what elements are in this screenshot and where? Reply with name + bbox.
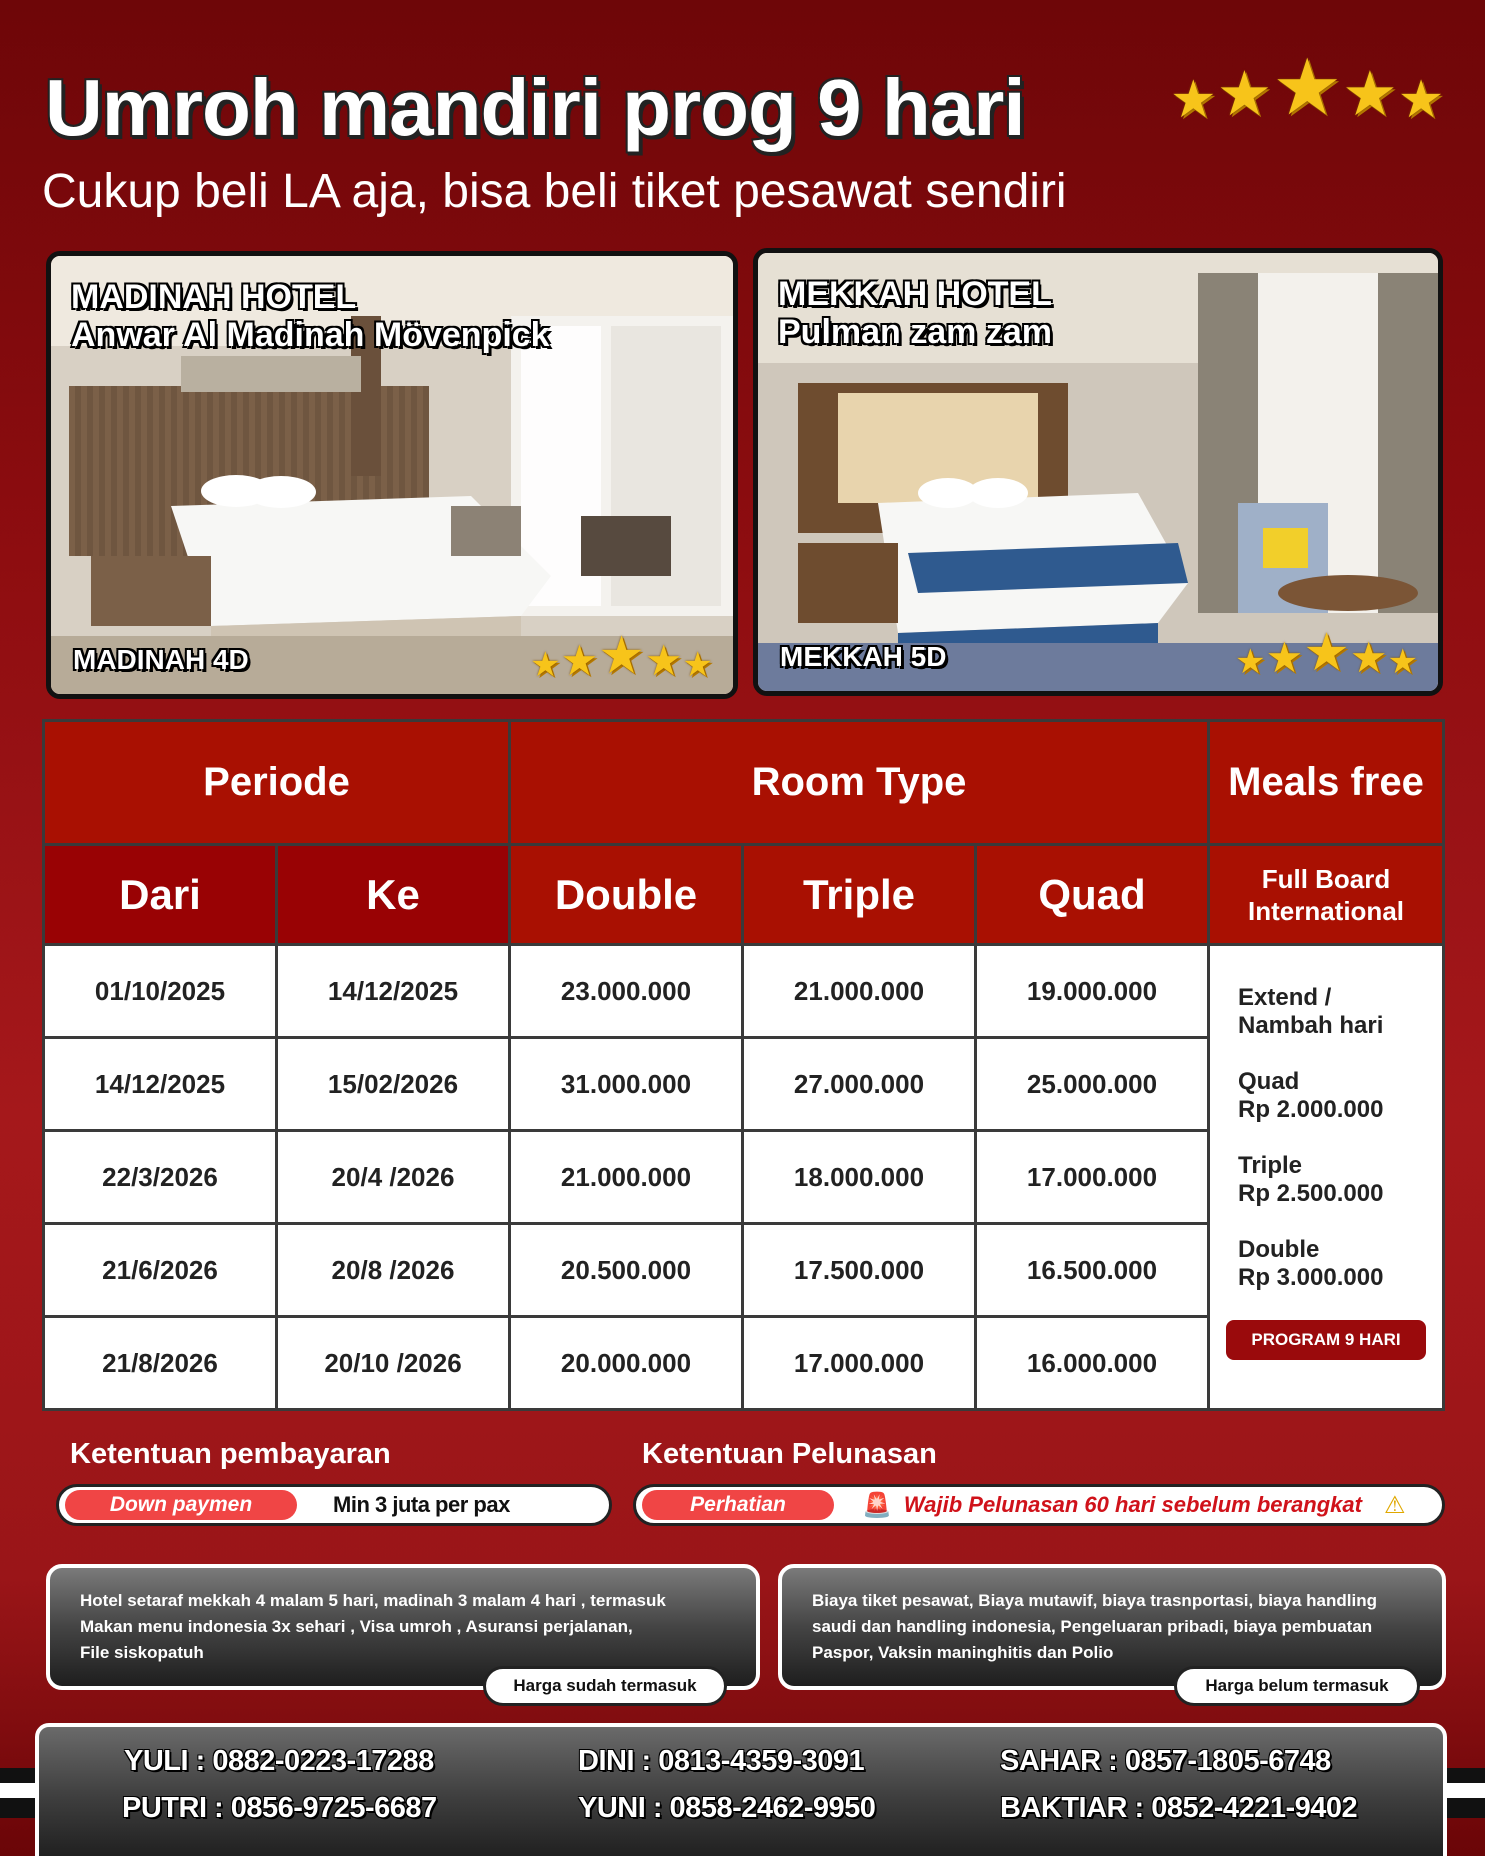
cell-triple: 17.000.000 [743,1317,976,1410]
page-subtitle: Cukup beli LA aja, bisa beli tiket pesawat sendiri [42,165,1067,218]
mekkah-hotel-card [753,248,1443,696]
header-meals: Meals free [1209,721,1444,845]
payment-pill [56,1484,612,1526]
cell-quad: 19.000.000 [976,945,1209,1038]
star-icon: ★ [530,646,561,684]
cell-double: 31.000.000 [510,1038,743,1131]
side-band-right [1445,1768,1485,1818]
side-band-left [0,1768,40,1818]
cell-dari: 21/8/2026 [44,1317,277,1410]
extend-triple-label: Triple [1238,1152,1303,1179]
star-icon: ★ [1265,634,1304,681]
settlement-text: Wajib Pelunasan 60 hari sebelum berangkat [903,1492,1362,1517]
star-icon: ★ [1216,60,1273,129]
extend-triple-price: Rp 2.500.000 [1238,1180,1384,1207]
excluded-line2: saudi dan handling indonesia, Pengeluaran pribadi, biaya pembuatan [812,1617,1373,1636]
warning-icon: ⚠ [1383,1491,1406,1519]
star-icon: ★ [1397,71,1445,129]
excluded-line3: Paspor, Vaksin maninghitis dan Polio [812,1643,1114,1662]
madinah-hotel-card [46,251,738,699]
extend-panel [1209,945,1444,1410]
included-tag: Harga sudah termasuk [483,1666,727,1706]
cell-triple: 27.000.000 [743,1038,976,1131]
cell-quad: 16.000.000 [976,1317,1209,1410]
header-double: Double [510,845,743,945]
madinah-rating-stars [530,627,713,685]
cell-ke: 20/10 /2026 [277,1317,510,1410]
star-icon: ★ [1303,624,1350,682]
cell-ke: 15/02/2026 [277,1038,510,1131]
star-icon: ★ [1272,43,1343,131]
payment-text: Min 3 juta per pax [333,1492,510,1517]
cell-ke: 20/4 /2026 [277,1131,510,1224]
contact-box [35,1723,1447,1856]
program-button[interactable]: PROGRAM 9 HARI [1226,1320,1426,1360]
cell-quad: 17.000.000 [976,1131,1209,1224]
header-triple: Triple [743,845,976,945]
cell-quad: 16.500.000 [976,1224,1209,1317]
contact-yuni[interactable]: YUNI : 0858-2462-9950 [578,1792,876,1824]
extend-quad-label: Quad [1238,1068,1300,1095]
cell-double: 20.500.000 [510,1224,743,1317]
price-table [42,719,1445,1411]
settlement-pill [633,1484,1445,1526]
madinah-hotel-name: Anwar Al Madinah Mövenpick [71,316,550,354]
cell-double: 21.000.000 [510,1131,743,1224]
mekkah-rating-stars [1235,624,1418,682]
cell-dari: 21/6/2026 [44,1224,277,1317]
mekkah-hotel-name: Pulman zam zam [778,313,1052,351]
rating-stars [1170,43,1445,131]
cell-triple: 21.000.000 [743,945,976,1038]
cell-triple: 18.000.000 [743,1131,976,1224]
siren-icon: 🚨 [862,1491,892,1519]
header-periode: Periode [44,721,510,845]
mekkah-days: MEKKAH 5D [780,641,947,672]
header-quad: Quad [976,845,1209,945]
page-title: Umroh mandiri prog 9 hari [45,63,1025,152]
settlement-tag: Perhatian [642,1490,834,1520]
extend-title-line2: Nambah hari [1238,1012,1384,1039]
cell-triple: 17.500.000 [743,1224,976,1317]
excluded-tag: Harga belum termasuk [1174,1666,1420,1706]
extend-title-line1: Extend / [1238,984,1332,1011]
star-icon: ★ [598,627,645,685]
header-room-type: Room Type [510,721,1209,845]
included-line3: File siskopatuh [80,1643,204,1662]
cell-ke: 14/12/2025 [277,945,510,1038]
header-meals-sub: Full Board International [1209,845,1444,945]
excluded-line1: Biaya tiket pesawat, Biaya mutawif, biaya trasnportasi, biaya handling [812,1591,1377,1610]
included-line2: Makan menu indonesia 3x sehari , Visa umroh , Asuransi perjalanan, [80,1617,633,1636]
cell-dari: 01/10/2025 [44,945,277,1038]
star-icon: ★ [1170,71,1217,129]
contact-sahar[interactable]: SAHAR : 0857-1805-6748 [1000,1745,1331,1777]
star-icon: ★ [1349,634,1388,681]
star-icon: ★ [560,637,599,684]
contact-yuli[interactable]: YULI : 0882-0223-17288 [124,1745,434,1777]
payment-heading: Ketentuan pembayaran [70,1438,391,1470]
cell-double: 20.000.000 [510,1317,743,1410]
star-icon: ★ [1342,60,1398,129]
included-line1: Hotel setaraf mekkah 4 malam 5 hari, madinah 3 malam 4 hari , termasuk [80,1591,666,1610]
star-icon: ★ [1235,643,1266,681]
header-ke: Ke [277,845,510,945]
cell-dari: 14/12/2025 [44,1038,277,1131]
extend-double-price: Rp 3.000.000 [1238,1264,1384,1291]
cell-dari: 22/3/2026 [44,1131,277,1224]
madinah-hotel-title: MADINAH HOTEL [71,278,357,316]
contact-baktiar[interactable]: BAKTIAR : 0852-4221-9402 [1000,1792,1358,1824]
header-dari: Dari [44,845,277,945]
extend-quad-price: Rp 2.000.000 [1238,1096,1384,1123]
contact-putri[interactable]: PUTRI : 0856-9725-6687 [122,1792,437,1824]
madinah-days: MADINAH 4D [73,644,249,675]
star-icon: ★ [682,646,713,684]
star-icon: ★ [1387,643,1418,681]
star-icon: ★ [644,637,683,684]
madinah-hotel-label [71,278,550,354]
mekkah-hotel-title: MEKKAH HOTEL [778,275,1052,313]
extend-double-label: Double [1238,1236,1320,1263]
mekkah-hotel-label [778,275,1052,351]
payment-tag: Down paymen [65,1490,297,1520]
cell-double: 23.000.000 [510,945,743,1038]
table-row [44,945,1444,1038]
contact-dini[interactable]: DINI : 0813-4359-3091 [578,1745,865,1777]
settlement-heading: Ketentuan Pelunasan [642,1438,937,1470]
cell-quad: 25.000.000 [976,1038,1209,1131]
cell-ke: 20/8 /2026 [277,1224,510,1317]
